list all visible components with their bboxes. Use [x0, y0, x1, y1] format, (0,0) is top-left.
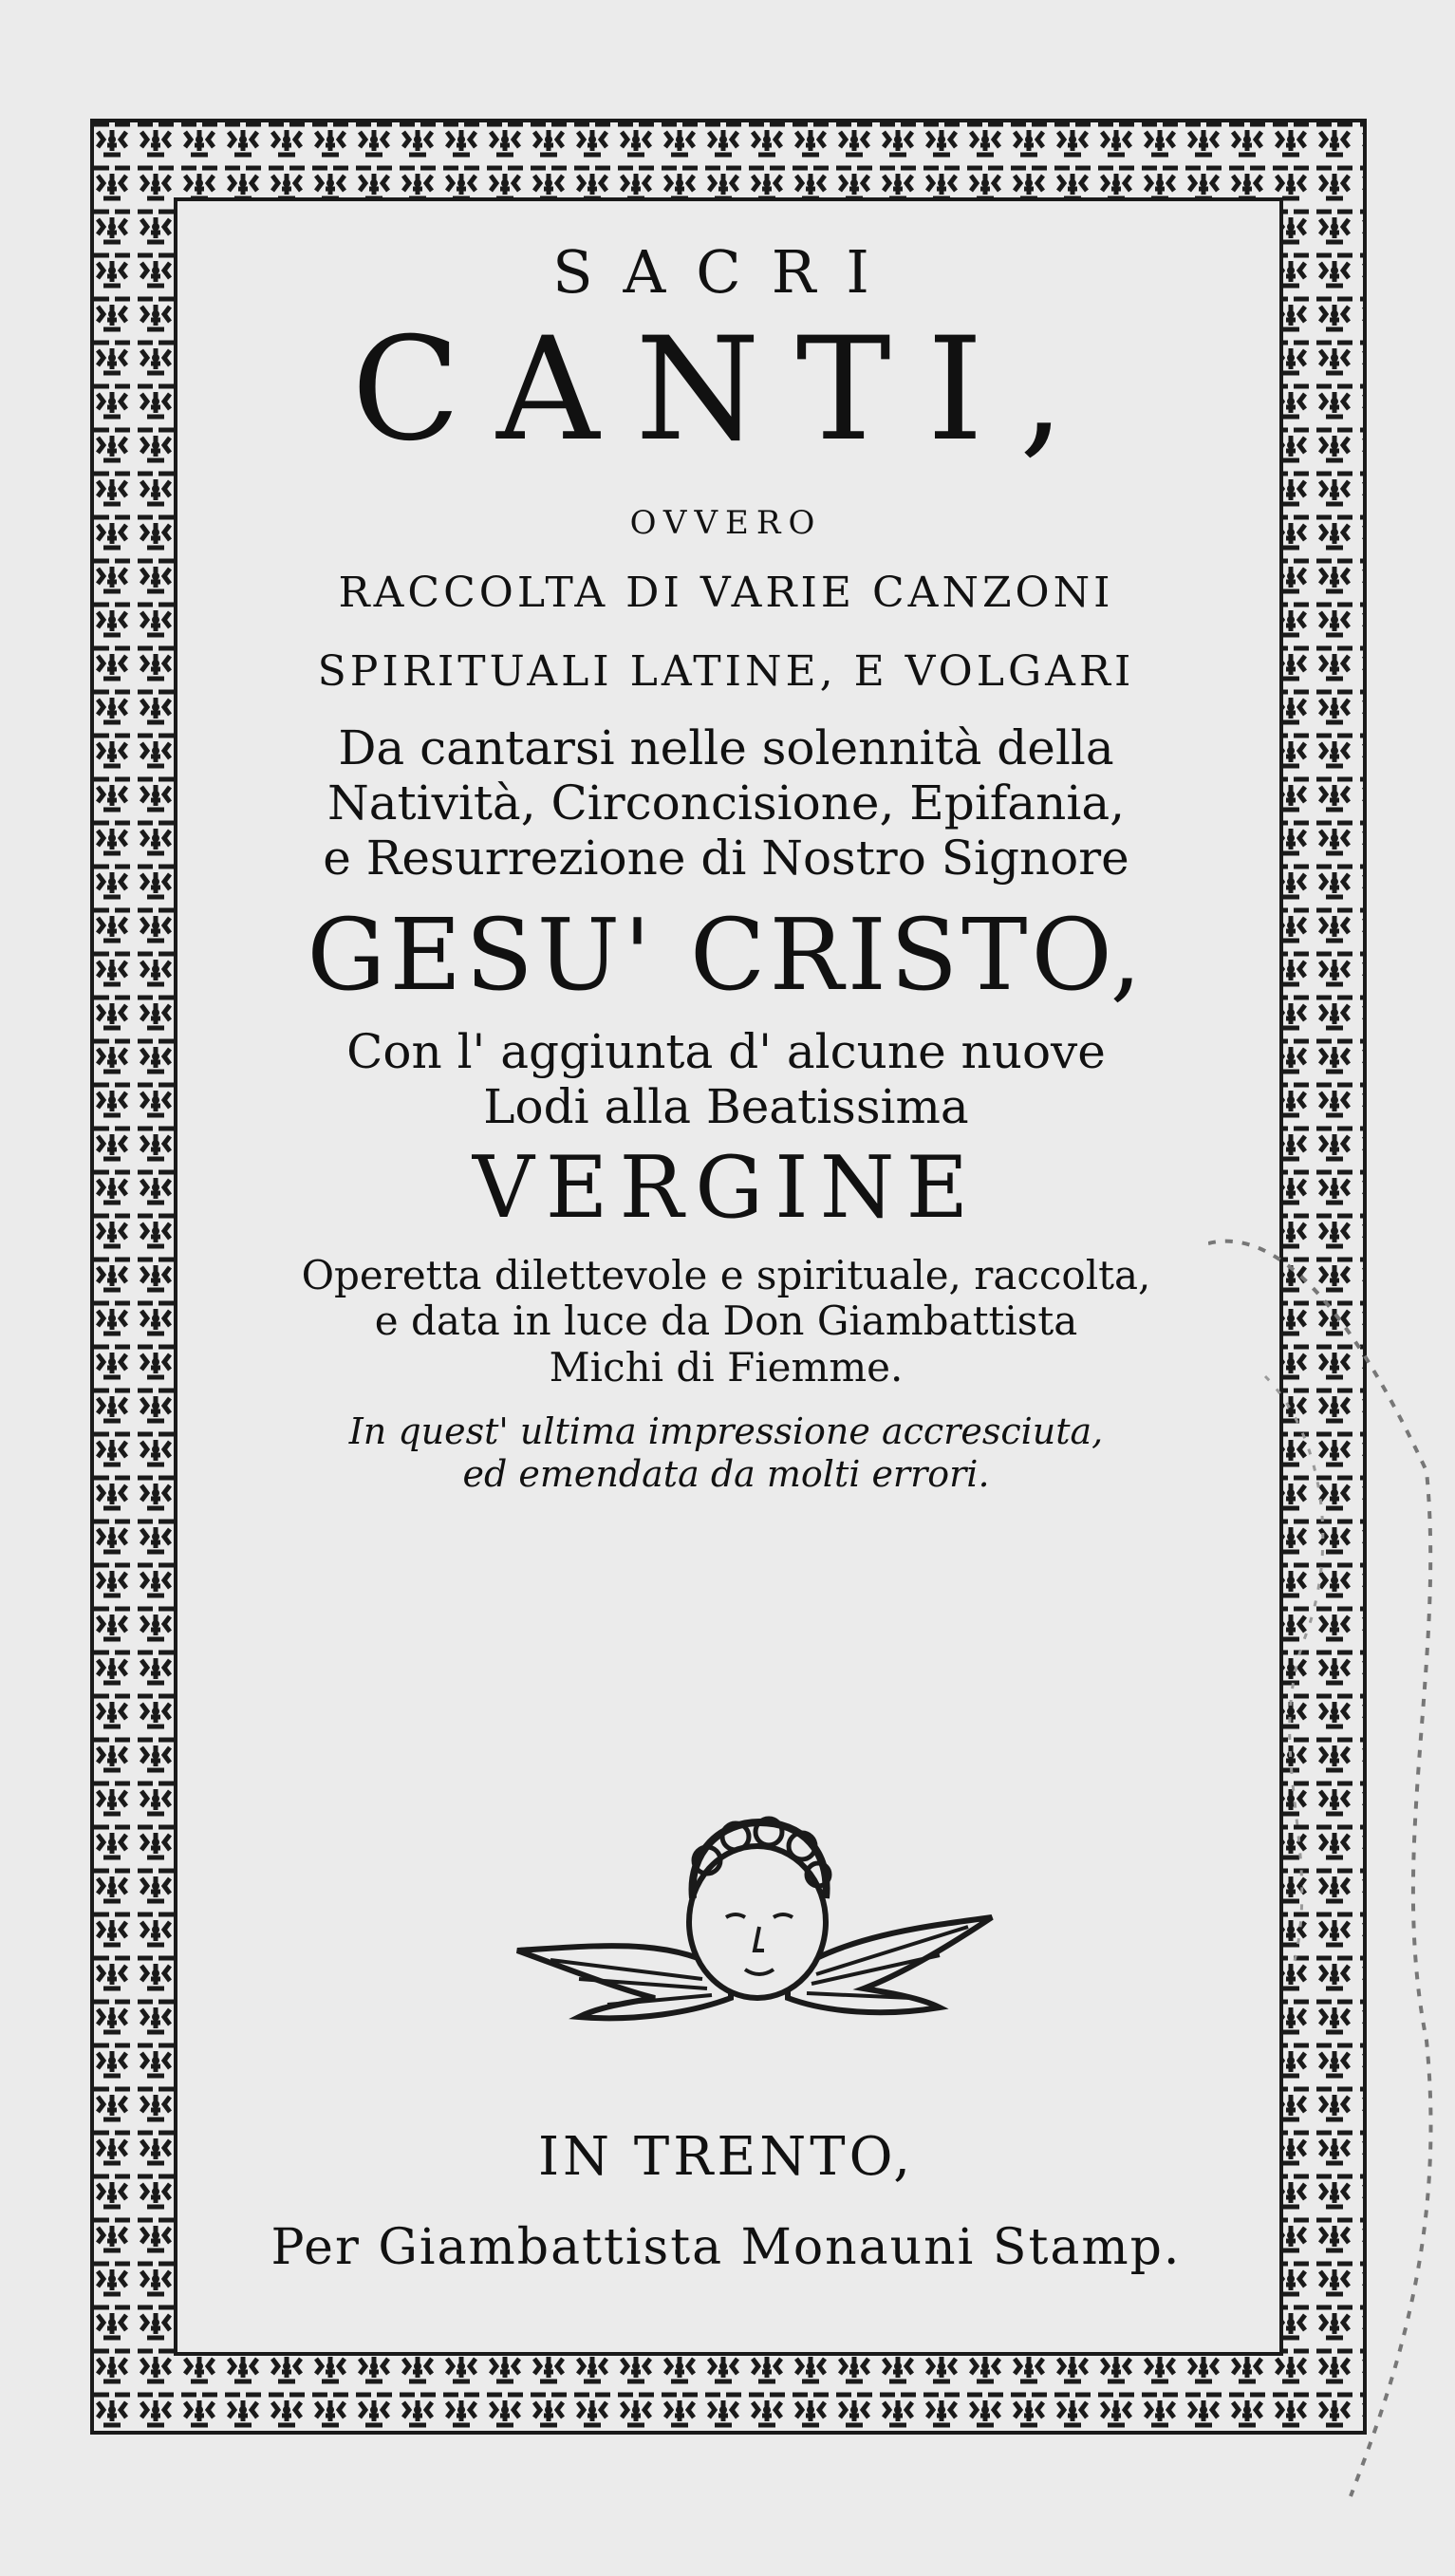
subtitle-raccolta: RACCOLTA DI VARIE CANZONI — [338, 568, 1114, 617]
title-text-block — [171, 218, 1281, 1497]
subtitle-spirituali: SPIRITUALI LATINE, E VOLGARI — [317, 646, 1135, 696]
cherub-ornament-icon — [513, 1794, 997, 2069]
addition-text — [171, 1024, 1281, 1134]
description-line: Michi di Fiemme. — [549, 1343, 904, 1391]
occasion-line: e Resurrezione di Nostro Signore — [323, 830, 1129, 886]
occasion-line: Da cantarsi nelle solennità della — [338, 719, 1114, 775]
occasion-text — [171, 720, 1281, 886]
edition-note — [171, 1410, 1281, 1497]
edition-line: In quest' ultima impressione accresciuta, — [348, 1409, 1104, 1452]
imprint-place: IN TRENTO, — [537, 2126, 915, 2188]
title-canti: CANTI, — [351, 308, 1101, 473]
description-line: Operetta dilettevole e spirituale, raccolta, — [301, 1251, 1151, 1298]
title-vergine: VERGINE — [472, 1137, 980, 1238]
description-text — [171, 1253, 1281, 1391]
title-gesu-cristo: GESU' CRISTO, — [307, 896, 1146, 1013]
edition-line: ed emendata da molti errori. — [462, 1453, 990, 1496]
imprint-printer: Per Giambattista Monauni Stamp. — [270, 2219, 1182, 2276]
occasion-line: Natività, Circoncisione, Epifania, — [326, 775, 1126, 831]
addition-line: Lodi alla Beatissima — [483, 1078, 969, 1134]
subtitle-ovvero: OVVERO — [629, 503, 823, 542]
title-sacri: SACRI — [552, 237, 900, 307]
addition-line: Con l' aggiunta d' alcune nuove — [346, 1023, 1106, 1079]
description-line: e data in luce da Don Giambattista — [374, 1297, 1078, 1345]
paper-damage-stain — [1208, 1186, 1455, 2515]
